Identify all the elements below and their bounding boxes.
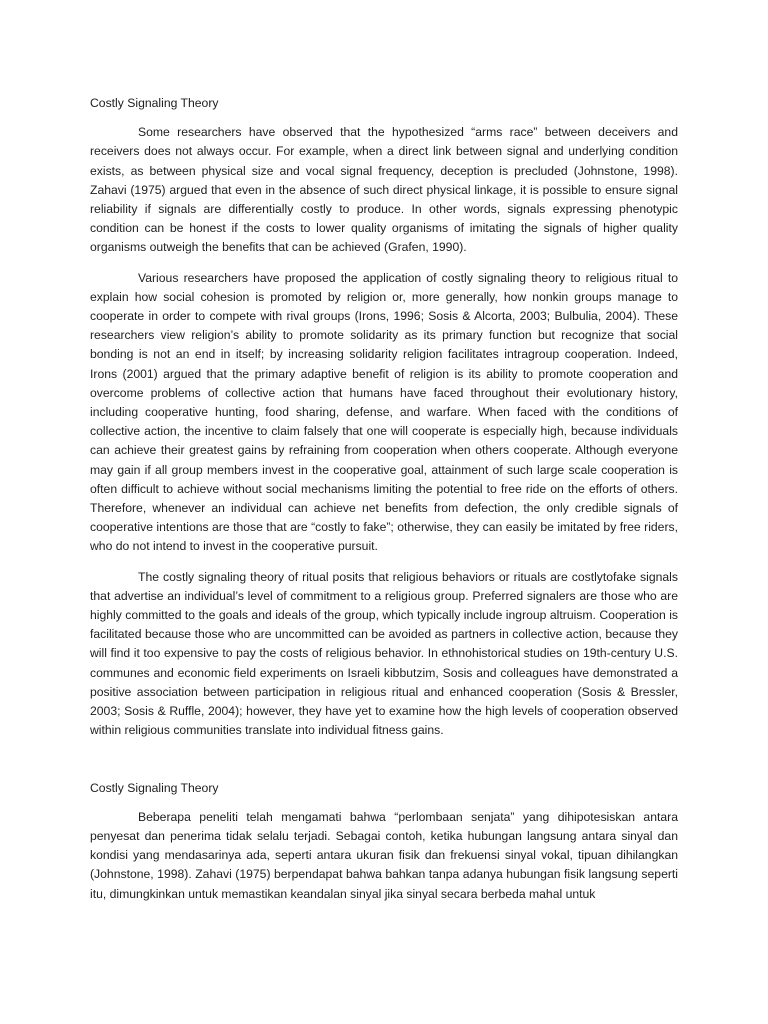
section-divider-space — [90, 752, 678, 779]
paragraph: Some researchers have observed that the hypothesized “arms race” between deceivers and receivers does not always occur. For example, when a direct link between signal and underlying condition exists, as between physical size and vocal signal frequency, deception is precluded (Johnstone, 1998). Zahavi (1975) argued that even in the absence of such direct physical linkage, it is possible to ensure signal reliability if signals are differentially costly to produce. In other words, signals expressing phenotypic condition can be honest if the costs to lower quality organisms of imitating the signals of higher quality organisms outweigh the benefits that can be achieved (Grafen, 1990). — [90, 125, 678, 255]
section-title-english: Costly Signaling Theory — [90, 96, 219, 110]
document-body — [90, 94, 678, 915]
section-title-indonesian: Costly Signaling Theory — [90, 780, 219, 795]
paragraph: Various researchers have proposed the application of costly signaling theory to religious ritual to explain how social cohesion is promoted by religion or, more generally, how nonkin groups manage to cooperate in order to compete with rival groups (Irons, 1996; Sosis & Alcorta, 2003; Bulbulia, 2004). These researchers view religion’s ability to promote solidarity as its primary function but recognize that social bonding is not an end in itself; by increasing solidarity religion facilitates intragroup cooperation. Indeed, Irons (2001) argued that the primary adaptive benefit of religion is its ability to promote cooperation and overcome problems of collective action that humans have faced throughout their evolutionary history, including cooperative hunting, food sharing, defense, and warfare. When faced with the conditions of collective action, the incentive to claim falsely that one will cooperate is especially high, because individuals can achieve their greatest gains by refraining from cooperation when others cooperate. Although everyone may gain if all group members invest in the cooperative goal, attainment of such large scale cooperation is often difficult to achieve without social mechanisms limiting the potential to free ride on the efforts of others. Therefore, whenever an individual can achieve net benefits from defection, the only credible signals of cooperative intentions are those that are “costly to fake”; otherwise, they can easily be imitated by free riders, who do not intend to invest in the cooperative pursuit. — [90, 270, 678, 554]
paragraph: The costly signaling theory of ritual posits that religious behaviors or rituals are costlytofake signals that advertise an individual’s level of commitment to a religious group. Preferred signalers are those who are highly committed to the goals and ideals of the group, which typically include ingroup altruism. Cooperation is facilitated because those who are uncommitted can be avoided as partners in collective action, because they will find it too expensive to pay the costs of religious behavior. In ethnohistorical studies on 19th-century U.S. communes and economic field experiments on Israeli kibbutzim, Sosis and colleagues have demonstrated a positive association between participation in religious ritual and enhanced cooperation (Sosis & Bressler, 2003; Sosis & Ruffle, 2004); however, they have yet to examine how the high levels of cooperation observed within religious communities translate into individual fitness gains. — [90, 569, 678, 738]
paragraph: Beberapa peneliti telah mengamati bahwa “perlombaan senjata” yang dihipotesiskan antara penyesat dan penerima tidak selalu terjadi. Sebagai contoh, ketika hubungan langsung antara sinyal dan kondisi yang mendasarinya ada, seperti antara ukuran fisik dan frekuensi sinyal vokal, tipuan dihilangkan (Johnstone, 1998). Zahavi (1975) berpendapat bahwa bahkan tanpa adanya hubungan fisik langsung seperti itu, dimungkinkan untuk memastikan keandalan sinyal jika sinyal secara berbeda mahal untuk — [90, 809, 678, 901]
